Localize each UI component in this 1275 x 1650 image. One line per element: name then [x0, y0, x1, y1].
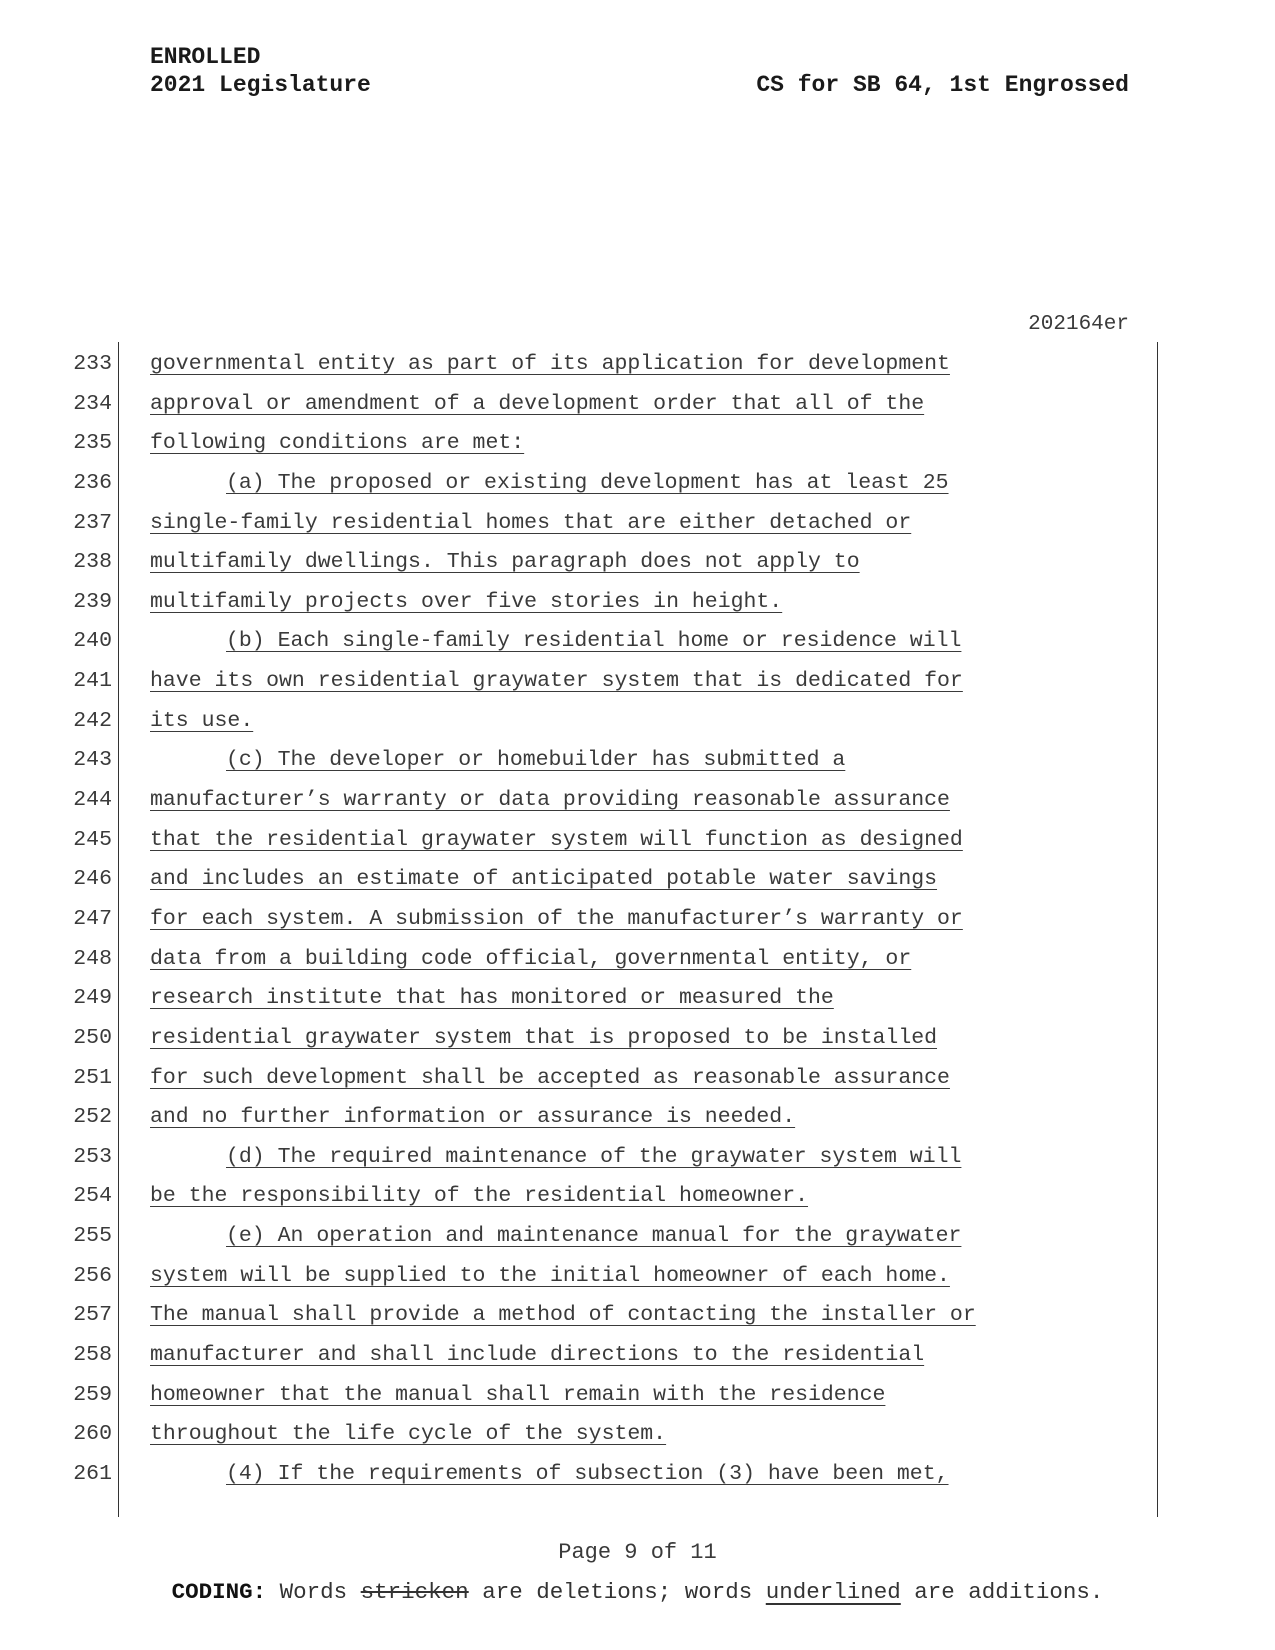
- bill-line: [0, 1339, 1275, 1379]
- bill-line: [0, 824, 1275, 864]
- line-number: 239: [73, 589, 112, 614]
- line-text: throughout the life cycle of the system.: [150, 1422, 667, 1447]
- line-number: 238: [73, 550, 112, 575]
- coding-underlined-sample: underlined: [765, 1579, 901, 1605]
- line-number: 246: [73, 867, 112, 892]
- bill-line: [0, 665, 1275, 705]
- bill-line: [0, 1141, 1275, 1181]
- line-text: governmental entity as part of its application for development: [150, 352, 950, 376]
- line-text: for such development shall be accepted as reasonable assurance: [150, 1065, 950, 1090]
- line-text: for each system. A submission of the manufacturer’s warranty or: [150, 906, 963, 931]
- line-number: 248: [73, 946, 112, 971]
- coding-stricken-sample: stricken: [360, 1579, 469, 1605]
- coding-text-2: are deletions; words: [468, 1579, 766, 1605]
- line-number: 241: [73, 669, 112, 694]
- line-text: (a) The proposed or existing development has at least 25: [226, 470, 949, 495]
- line-text: that the residential graywater system will function as designed: [150, 827, 963, 852]
- bill-line: [0, 467, 1275, 507]
- line-text: following conditions are met:: [150, 431, 525, 456]
- line-number: 250: [73, 1025, 112, 1050]
- bill-line: [0, 348, 1275, 388]
- bill-line: [0, 784, 1275, 824]
- line-text: single-family residential homes that are either detached or: [150, 510, 912, 535]
- bill-code: 202164er: [1028, 313, 1129, 336]
- line-text: its use.: [150, 708, 254, 733]
- bill-line: [0, 943, 1275, 983]
- line-text: be the responsibility of the residential homeowner.: [150, 1184, 809, 1209]
- bill-line: [0, 903, 1275, 943]
- bill-line: [0, 1379, 1275, 1419]
- bill-line: [0, 705, 1275, 745]
- line-number: 254: [73, 1184, 112, 1209]
- bill-line: [0, 1180, 1275, 1220]
- line-number: 251: [73, 1065, 112, 1090]
- line-number: 234: [73, 391, 112, 416]
- line-number: 244: [73, 788, 112, 813]
- line-number: 255: [73, 1224, 112, 1249]
- line-text: approval or amendment of a development order that all of the: [150, 391, 925, 416]
- bill-line: [0, 625, 1275, 665]
- bill-line: [0, 1260, 1275, 1300]
- line-text: manufacturer and shall include directions to the residential: [150, 1343, 925, 1368]
- line-text: (d) The required maintenance of the graywater system will: [226, 1144, 962, 1169]
- bill-line: [0, 863, 1275, 903]
- bill-line: [0, 1458, 1275, 1498]
- line-text: manufacturer’s warranty or data providing reasonable assurance: [150, 788, 950, 813]
- page-number: Page 9 of 11: [558, 1540, 717, 1565]
- line-text: residential graywater system that is proposed to be installed: [150, 1025, 938, 1050]
- bill-line: [0, 586, 1275, 626]
- bill-line: [0, 388, 1275, 428]
- bill-line: [0, 1022, 1275, 1062]
- line-number: 235: [73, 431, 112, 456]
- line-text: and no further information or assurance is needed.: [150, 1105, 796, 1130]
- line-text: system will be supplied to the initial homeowner of each home.: [150, 1263, 950, 1288]
- line-number: 261: [73, 1461, 112, 1486]
- line-text: research institute that has monitored or measured the: [150, 986, 834, 1011]
- bill-line: [0, 1220, 1275, 1260]
- bill-line: [0, 1101, 1275, 1141]
- line-number: 256: [73, 1263, 112, 1288]
- line-text: and includes an estimate of anticipated potable water savings: [150, 867, 938, 892]
- bill-line: [0, 1062, 1275, 1102]
- line-number: 236: [73, 470, 112, 495]
- line-number: 259: [73, 1382, 112, 1407]
- line-number: 237: [73, 510, 112, 535]
- line-text: multifamily projects over five stories in height.: [150, 589, 783, 614]
- line-text: data from a building code official, governmental entity, or: [150, 946, 912, 971]
- line-number: 233: [73, 352, 112, 376]
- bill-line: [0, 1299, 1275, 1339]
- coding-label: CODING:: [171, 1579, 267, 1605]
- bill-line: [0, 1418, 1275, 1458]
- line-number: 260: [73, 1422, 112, 1447]
- line-text: (4) If the requirements of subsection (3) have been met,: [226, 1461, 949, 1486]
- coding-text-1: Words: [266, 1579, 361, 1605]
- bill-line: [0, 546, 1275, 586]
- line-number: 252: [73, 1105, 112, 1130]
- line-number: 253: [73, 1144, 112, 1169]
- bill-text-body: [0, 348, 1275, 1498]
- line-number: 257: [73, 1303, 112, 1328]
- line-number: 243: [73, 748, 112, 773]
- line-text: (c) The developer or homebuilder has submitted a: [226, 748, 846, 773]
- line-text: (e) An operation and maintenance manual for the graywater: [226, 1224, 962, 1249]
- bill-identifier: CS for SB 64, 1st Engrossed: [756, 72, 1129, 98]
- line-text: have its own residential graywater system that is dedicated for: [150, 669, 963, 694]
- coding-legend: [0, 1579, 1275, 1605]
- line-number: 240: [73, 629, 112, 654]
- line-number: 258: [73, 1343, 112, 1368]
- bill-line: [0, 507, 1275, 547]
- line-number: 249: [73, 986, 112, 1011]
- coding-text-3: are additions.: [900, 1579, 1104, 1605]
- line-number: 242: [73, 708, 112, 733]
- bill-line: [0, 982, 1275, 1022]
- bill-line: [0, 744, 1275, 784]
- line-text: (b) Each single-family residential home or residence will: [226, 629, 962, 654]
- line-number: 245: [73, 827, 112, 852]
- legislative-session: 2021 Legislature: [150, 72, 371, 98]
- line-text: multifamily dwellings. This paragraph does not apply to: [150, 550, 860, 575]
- line-number: 247: [73, 906, 112, 931]
- document-status: ENROLLED: [150, 44, 261, 70]
- line-text: homeowner that the manual shall remain with the residence: [150, 1382, 886, 1407]
- bill-line: [0, 427, 1275, 467]
- line-text: The manual shall provide a method of contacting the installer or: [150, 1303, 976, 1328]
